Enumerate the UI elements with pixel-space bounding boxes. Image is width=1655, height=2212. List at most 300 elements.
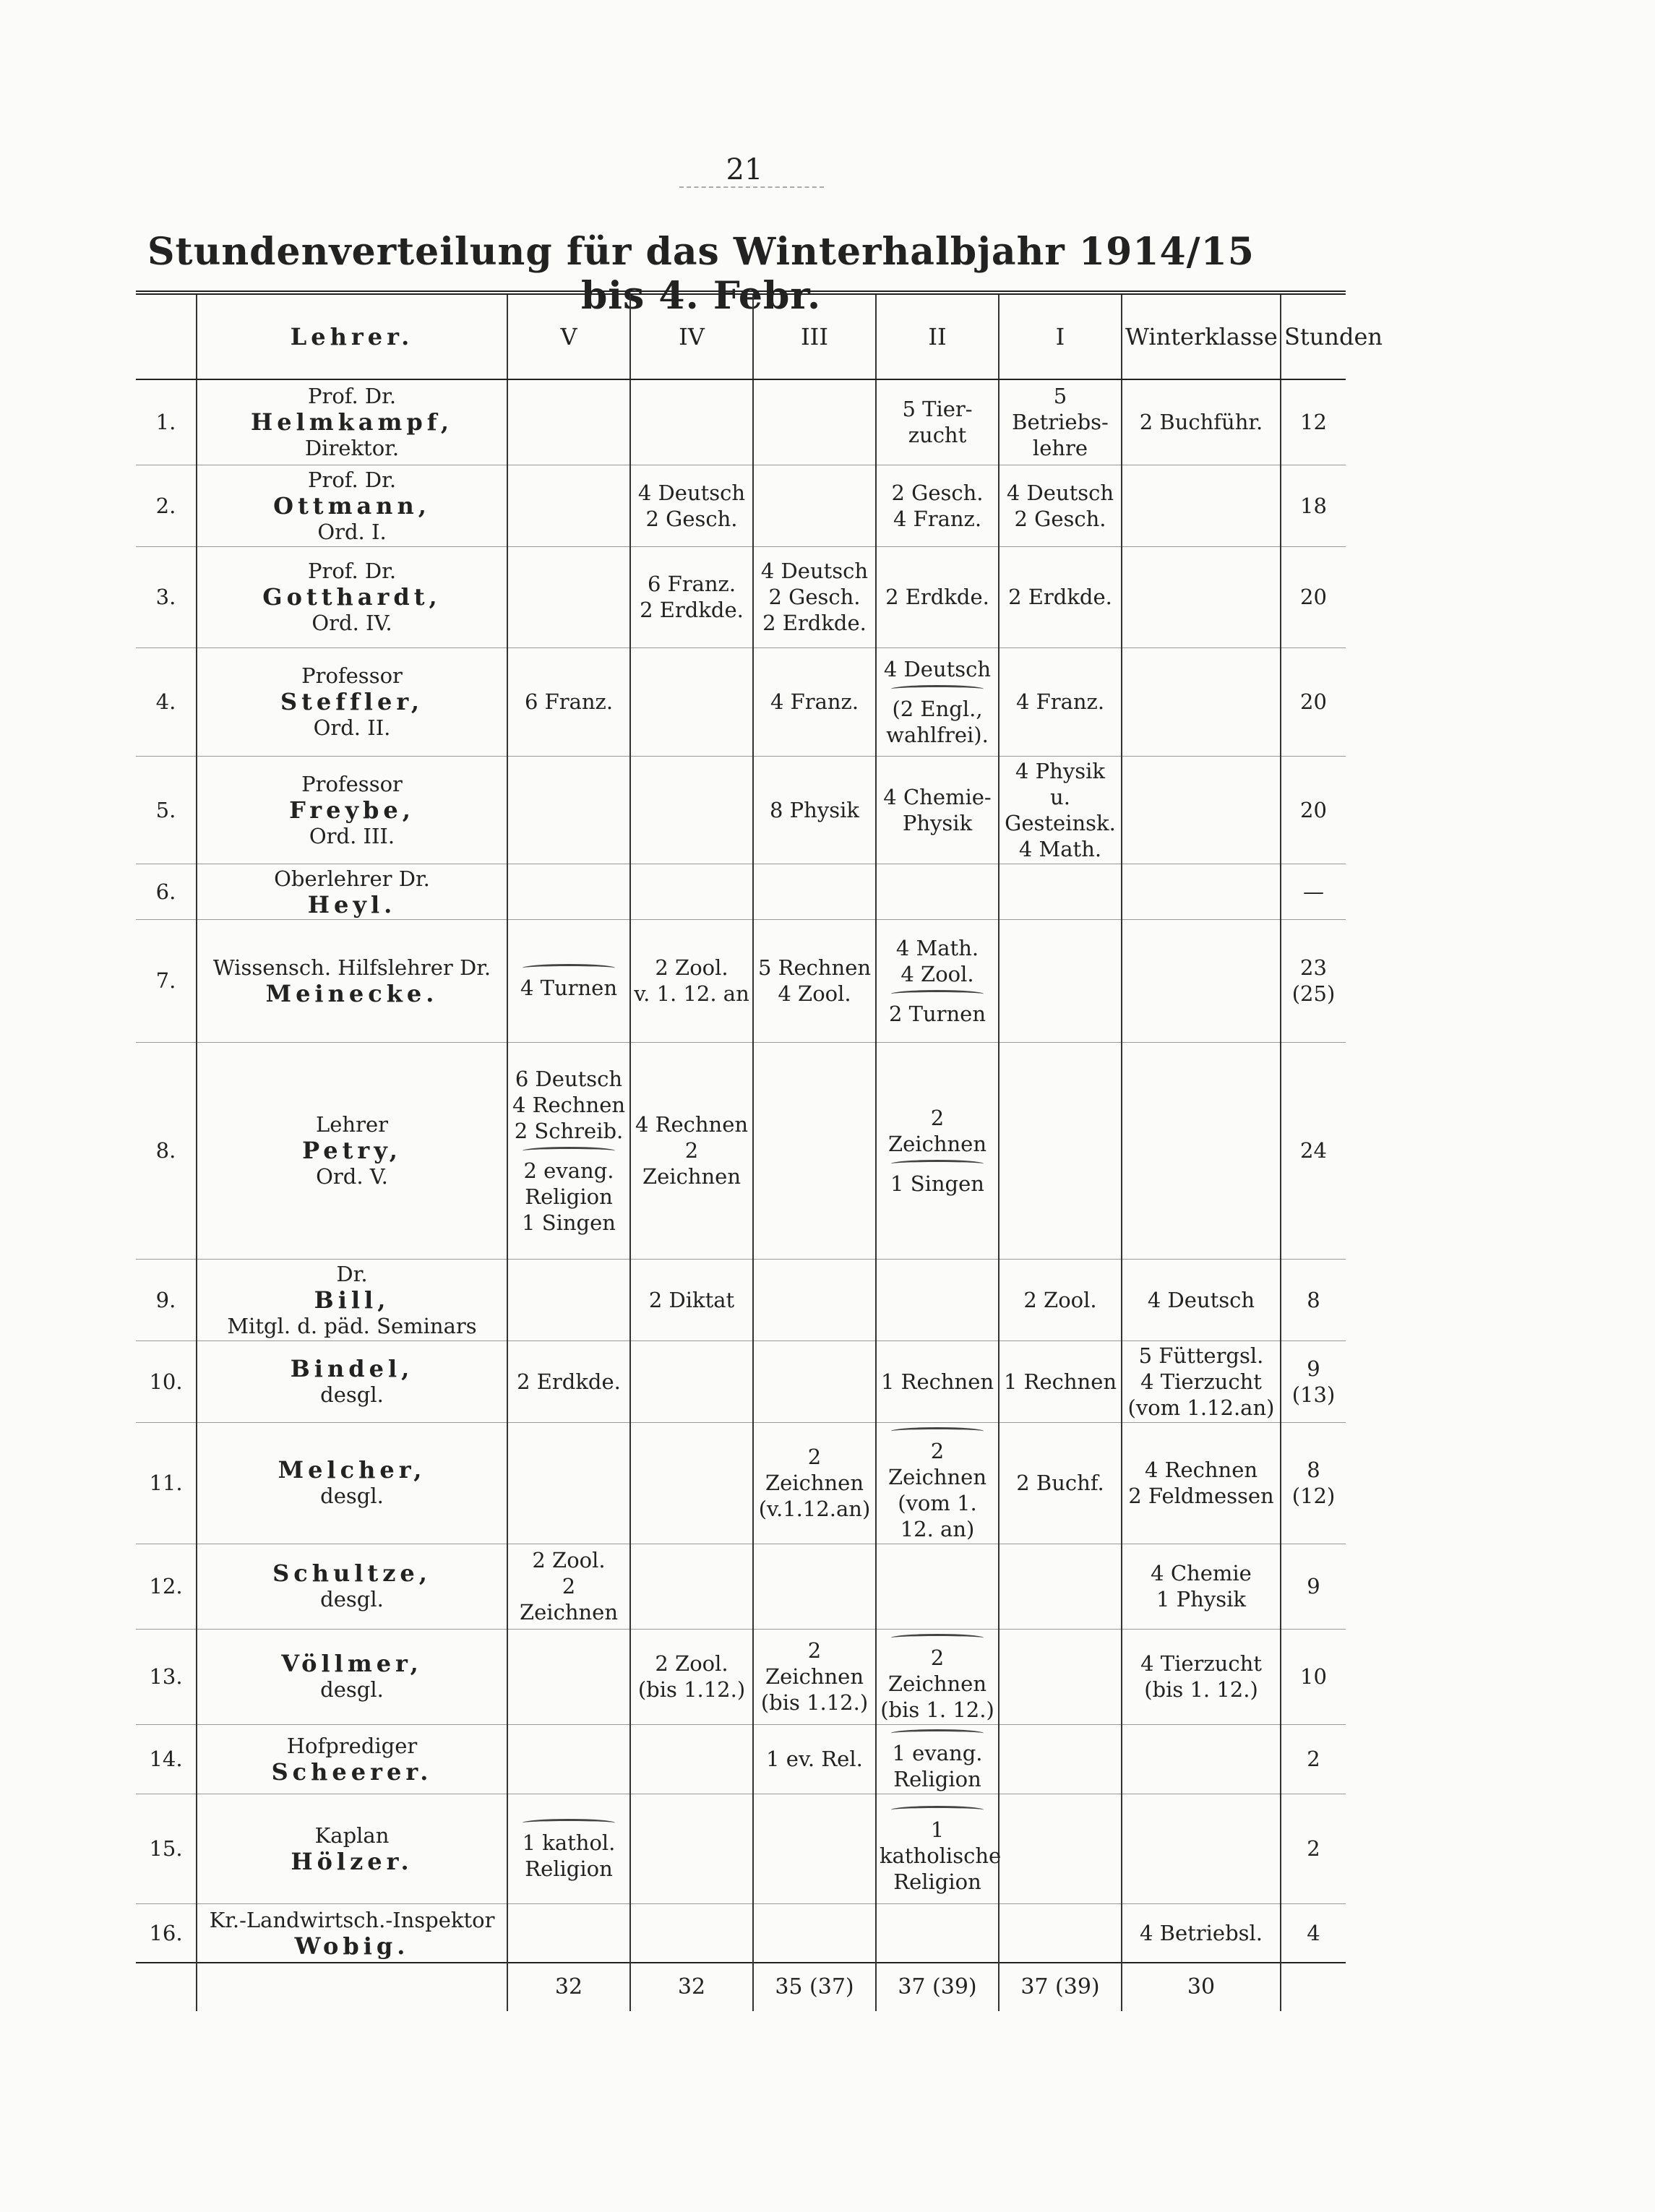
combined-lesson: 1 katholische Religion: [880, 1817, 1002, 1894]
cell-hours-text: —: [1303, 879, 1324, 904]
cell-class-iii: [753, 379, 876, 465]
table-row: [136, 1340, 1346, 1422]
teacher-name: Steffler,: [280, 688, 424, 715]
row-number-text: 4.: [155, 689, 176, 714]
cell-class-iii: [753, 919, 876, 1042]
row-number-text: 12.: [149, 1574, 183, 1598]
cell-class-iii: [753, 1259, 876, 1340]
table-header-row: [136, 293, 1346, 379]
cell-class-i-text: 5 Betriebs- lehre: [1012, 384, 1109, 461]
teacher-role: desgl.: [320, 1677, 384, 1702]
row-number: [136, 1724, 197, 1794]
cell-class-ii-text: 2 Gesch. 4 Franz.: [891, 480, 984, 531]
totals-row: [136, 1963, 1346, 2011]
cell-class-ii: [876, 756, 999, 864]
teacher-role: Ord. II.: [313, 715, 391, 740]
teacher-role: desgl.: [320, 1587, 384, 1611]
cell-class-i-text: 1 Rechnen: [1003, 1369, 1117, 1394]
cell-class-iv: [630, 1724, 753, 1794]
cell-class-v: [507, 1629, 630, 1724]
teacher-role: Ord. I.: [317, 519, 387, 544]
cell-class-ii: [876, 379, 999, 465]
header-class-i: I: [999, 293, 1122, 379]
cell-winter-class: [1122, 546, 1281, 647]
row-number-text: 7.: [155, 968, 176, 993]
total-i: 37 (39): [999, 1963, 1122, 2011]
cell-class-iv: [630, 379, 753, 465]
header-class-ii: II: [876, 293, 999, 379]
cell-class-v: [507, 647, 630, 756]
table-row: [136, 1794, 1346, 1903]
table-row: [136, 379, 1346, 465]
cell-class-ii: [876, 1259, 999, 1340]
cell-hours: [1281, 379, 1346, 465]
combined-lesson: 2 evang. Religion 1 Singen: [522, 1158, 616, 1235]
teacher-cell: [197, 647, 507, 756]
teacher-title: Hofprediger: [286, 1734, 418, 1758]
brace-mark: [523, 964, 615, 972]
table-row: [136, 1042, 1346, 1259]
row-number-text: 13.: [149, 1664, 183, 1689]
table-row: [136, 1629, 1346, 1724]
cell-class-iv: [630, 1422, 753, 1544]
combined-lesson: 4 Turnen: [520, 975, 618, 1000]
brace-mark: [523, 1819, 615, 1827]
cell-hours: [1281, 1259, 1346, 1340]
row-number: [136, 546, 197, 647]
brace-mark: [891, 1806, 984, 1814]
row-number: [136, 756, 197, 864]
header-winter-class: Winterklasse: [1122, 293, 1281, 379]
cell-class-v: [507, 1903, 630, 1963]
teacher-title: Professor: [301, 771, 403, 796]
teacher-title: Dr.: [336, 1261, 368, 1286]
cell-hours-text: 23 (25): [1291, 955, 1336, 1006]
table-row: [136, 919, 1346, 1042]
table-row: [136, 1259, 1346, 1340]
cell-class-iii-text: 2 Zeichnen (v.1.12.an): [758, 1445, 871, 1521]
row-number: [136, 1422, 197, 1544]
cell-winter-class: [1122, 1042, 1281, 1259]
cell-class-i-text: 4 Deutsch 2 Gesch.: [1006, 480, 1114, 531]
cell-class-v-text: 6 Franz.: [524, 689, 614, 714]
teacher-cell: [197, 465, 507, 546]
teacher-cell: [197, 546, 507, 647]
cell-class-iv: [630, 864, 753, 919]
cell-hours-text: 20: [1300, 585, 1327, 609]
teacher-cell: [197, 1544, 507, 1629]
teacher-name: Wobig.: [294, 1932, 410, 1960]
cell-class-iv: [630, 1544, 753, 1629]
cell-class-ii: [876, 864, 999, 919]
cell-class-iv: [630, 647, 753, 756]
teacher-title: Oberlehrer Dr.: [274, 866, 430, 891]
table-row: [136, 1724, 1346, 1794]
teacher-cell: [197, 1629, 507, 1724]
cell-hours: [1281, 1422, 1346, 1544]
row-number-text: 6.: [155, 879, 176, 904]
cell-hours-text: 9: [1307, 1574, 1320, 1598]
teacher-name: Heyl.: [307, 890, 397, 918]
table-row: [136, 546, 1346, 647]
cell-class-i: [999, 647, 1122, 756]
row-number-text: 2.: [155, 493, 176, 518]
combined-lesson: 2 Zeichnen (bis 1. 12.): [880, 1645, 994, 1722]
row-number: [136, 1903, 197, 1963]
cell-winter-class-text: 5 Füttergsl. 4 Tierzucht (vom 1.12.an): [1127, 1343, 1275, 1420]
cell-class-ii: [876, 1544, 999, 1629]
header-class-iii: III: [753, 293, 876, 379]
cell-hours-text: 8 (12): [1291, 1458, 1336, 1508]
teacher-name: Völlmer,: [281, 1650, 423, 1677]
brace-mark: [891, 1160, 984, 1168]
cell-class-iii: [753, 546, 876, 647]
brace-mark: [891, 685, 984, 693]
row-number: [136, 1042, 197, 1259]
cell-winter-class: [1122, 864, 1281, 919]
cell-class-iv-text: 6 Franz. 2 Erdkde.: [640, 572, 744, 622]
combined-lesson: 1 evang. Religion: [892, 1740, 983, 1791]
cell-class-ii: [876, 919, 999, 1042]
cell-class-iii-text: 4 Deutsch 2 Gesch. 2 Erdkde.: [760, 559, 869, 635]
cell-class-iii: [753, 465, 876, 546]
cell-hours: [1281, 919, 1346, 1042]
cell-class-iv: [630, 1903, 753, 1963]
cell-class-iii: [753, 756, 876, 864]
cell-class-v: [507, 1259, 630, 1340]
cell-class-ii-text: 2 Zeichnen: [887, 1105, 987, 1156]
row-number: [136, 465, 197, 546]
teacher-title: Professor: [301, 663, 403, 688]
decorative-ornament: [679, 186, 824, 195]
total-iii: 35 (37): [753, 1963, 876, 2011]
row-number-text: 1.: [155, 410, 176, 435]
cell-class-i: [999, 1259, 1122, 1340]
brace-mark: [891, 1427, 984, 1435]
cell-class-iii: [753, 864, 876, 919]
cell-hours: [1281, 1903, 1346, 1963]
cell-class-iv: [630, 1794, 753, 1903]
table-row: [136, 756, 1346, 864]
schedule-table: [136, 291, 1383, 2011]
cell-class-iv: [630, 919, 753, 1042]
row-number: [136, 864, 197, 919]
combined-lesson: 2 Turnen: [888, 1001, 986, 1026]
cell-hours: [1281, 546, 1346, 647]
cell-class-v: [507, 1340, 630, 1422]
cell-winter-class-text: 4 Chemie 1 Physik: [1151, 1561, 1252, 1611]
cell-class-i: [999, 1544, 1122, 1629]
table-row: [136, 647, 1346, 756]
cell-class-iv: [630, 546, 753, 647]
cell-class-ii-text: 1 Rechnen: [880, 1369, 994, 1394]
cell-class-v: [507, 379, 630, 465]
teacher-name: Gotthardt,: [262, 583, 442, 611]
cell-hours: [1281, 864, 1346, 919]
cell-class-v: [507, 1794, 630, 1903]
cell-class-v: [507, 465, 630, 546]
cell-winter-class-text: 4 Deutsch: [1147, 1287, 1255, 1312]
cell-class-iii: [753, 1794, 876, 1903]
teacher-title: Lehrer: [316, 1112, 388, 1137]
header-class-iv: IV: [630, 293, 753, 379]
cell-class-iv-text: 2 Zool. (bis 1.12.): [637, 1651, 746, 1702]
page-number: 21: [726, 153, 763, 186]
cell-class-iii: [753, 1629, 876, 1724]
cell-winter-class: [1122, 756, 1281, 864]
row-number: [136, 1340, 197, 1422]
cell-class-i: [999, 379, 1122, 465]
cell-hours-text: 2: [1307, 1747, 1320, 1771]
cell-hours-text: 12: [1300, 410, 1327, 435]
cell-class-i: [999, 465, 1122, 546]
cell-class-iv-text: 4 Deutsch 2 Gesch.: [637, 480, 746, 531]
row-number-text: 10.: [149, 1369, 183, 1394]
teacher-name: Scheerer.: [271, 1758, 433, 1786]
total-iv: 32: [630, 1963, 753, 2011]
teacher-cell: [197, 1340, 507, 1422]
total-v: 32: [507, 1963, 630, 2011]
combined-lesson: 1 Singen: [890, 1171, 984, 1196]
cell-hours-text: 10: [1300, 1664, 1327, 1689]
cell-winter-class: [1122, 1794, 1281, 1903]
combined-lesson: 2 Zeichnen (vom 1. 12. an): [887, 1438, 987, 1541]
cell-class-i: [999, 1903, 1122, 1963]
teacher-name: Petry,: [302, 1137, 402, 1164]
row-number: [136, 1629, 197, 1724]
combined-lesson: (2 Engl., wahlfrei).: [886, 696, 989, 747]
teacher-role: desgl.: [320, 1382, 384, 1407]
cell-winter-class: [1122, 1629, 1281, 1724]
cell-class-i-text: 2 Erdkde.: [1008, 585, 1112, 609]
cell-class-iv: [630, 1042, 753, 1259]
cell-class-i: [999, 756, 1122, 864]
cell-class-i: [999, 546, 1122, 647]
table-row: [136, 465, 1346, 546]
row-number: [136, 919, 197, 1042]
teacher-title: Kaplan: [314, 1823, 390, 1848]
teacher-title: Prof. Dr.: [307, 384, 397, 409]
cell-class-ii: [876, 1903, 999, 1963]
teacher-role: Ord. IV.: [311, 611, 392, 635]
cell-class-iii: [753, 1903, 876, 1963]
cell-class-iii-text: 2 Zeichnen (bis 1.12.): [760, 1638, 869, 1715]
row-number-text: 3.: [155, 585, 176, 609]
cell-class-ii: [876, 647, 999, 756]
cell-class-iii: [753, 1340, 876, 1422]
cell-hours: [1281, 647, 1346, 756]
cell-class-i: [999, 1042, 1122, 1259]
cell-class-iii-text: 5 Rechnen 4 Zool.: [757, 955, 872, 1006]
cell-class-ii-text: 2 Erdkde.: [885, 585, 989, 609]
cell-class-ii: [876, 1629, 999, 1724]
brace-mark: [891, 1729, 984, 1737]
cell-class-i-text: 2 Buchf.: [1016, 1471, 1104, 1495]
cell-class-v: [507, 1422, 630, 1544]
teacher-cell: [197, 1259, 507, 1340]
row-number-text: 8.: [155, 1138, 176, 1163]
cell-winter-class: [1122, 1903, 1281, 1963]
cell-winter-class: [1122, 647, 1281, 756]
table-row: [136, 1903, 1346, 1963]
cell-class-ii: [876, 465, 999, 546]
cell-class-ii: [876, 1340, 999, 1422]
cell-class-iv-text: 4 Rechnen 2 Zeichnen: [635, 1112, 749, 1189]
cell-class-iii-text: 8 Physik: [770, 797, 859, 822]
teacher-cell: [197, 379, 507, 465]
cell-class-iv: [630, 1340, 753, 1422]
teacher-cell: [197, 919, 507, 1042]
teacher-name: Ottmann,: [273, 491, 431, 520]
teacher-cell: [197, 864, 507, 919]
cell-class-iv: [630, 465, 753, 546]
row-number-text: 16.: [149, 1920, 183, 1945]
cell-class-i: [999, 1794, 1122, 1903]
cell-hours: [1281, 1042, 1346, 1259]
row-number-text: 9.: [155, 1287, 176, 1312]
cell-class-i-text: 4 Physik u. Gesteinsk. 4 Math.: [1005, 758, 1116, 861]
teacher-name: Freybe,: [289, 796, 415, 824]
teacher-name: Helmkampf,: [251, 408, 453, 436]
cell-hours: [1281, 1724, 1346, 1794]
teacher-role: Ord. V.: [316, 1164, 388, 1189]
cell-winter-class: [1122, 1340, 1281, 1422]
cell-class-i: [999, 1422, 1122, 1544]
cell-hours: [1281, 1544, 1346, 1629]
total-winter: 30: [1122, 1963, 1281, 2011]
header-hours: Stunden: [1281, 293, 1346, 379]
row-number: [136, 1794, 197, 1903]
cell-class-ii-text: 4 Chemie- Physik: [883, 784, 992, 835]
cell-winter-class: [1122, 1259, 1281, 1340]
cell-class-iv-text: 2 Diktat: [648, 1287, 735, 1312]
teacher-cell: [197, 1794, 507, 1903]
header-class-v: V: [507, 293, 630, 379]
table-row: [136, 1422, 1346, 1544]
teacher-name: Bill,: [314, 1286, 390, 1314]
row-number: [136, 1544, 197, 1629]
cell-class-iv-text: 2 Zool. v. 1. 12. an: [634, 955, 749, 1006]
teacher-title: Wissensch. Hilfslehrer Dr.: [212, 955, 491, 980]
cell-class-iii-text: 1 ev. Rel.: [766, 1747, 863, 1771]
cell-class-iv: [630, 756, 753, 864]
header-teacher: Lehrer.: [197, 293, 507, 379]
cell-winter-class-text: 4 Tierzucht (bis 1. 12.): [1140, 1651, 1262, 1702]
cell-class-iii: [753, 647, 876, 756]
cell-hours-text: 20: [1300, 689, 1327, 714]
cell-class-i: [999, 919, 1122, 1042]
cell-class-iii: [753, 1422, 876, 1544]
cell-class-i: [999, 864, 1122, 919]
cell-class-iv: [630, 1259, 753, 1340]
cell-hours-text: 9 (13): [1291, 1356, 1336, 1407]
teacher-name: Meinecke.: [265, 980, 439, 1007]
cell-class-v-text: 2 Zool. 2 Zeichnen: [519, 1548, 619, 1624]
teacher-title: Kr.-Landwirtsch.-Inspektor: [209, 1907, 495, 1932]
cell-class-v-text: 2 Erdkde.: [517, 1369, 621, 1394]
cell-class-iii: [753, 1042, 876, 1259]
row-number-text: 15.: [149, 1836, 183, 1861]
page-title: Stundenverteilung für das Winterhalbjahr 1914/15 bis 4. Febr.: [147, 230, 1255, 318]
cell-hours-text: 18: [1300, 493, 1327, 518]
cell-class-iii: [753, 1724, 876, 1794]
cell-hours-text: 8: [1307, 1287, 1320, 1312]
cell-class-iii-text: 4 Franz.: [770, 689, 859, 714]
cell-hours-text: 20: [1300, 797, 1327, 822]
teacher-title: Prof. Dr.: [307, 467, 397, 492]
combined-lesson: 1 kathol. Religion: [522, 1830, 616, 1881]
teacher-cell: [197, 756, 507, 864]
cell-class-ii: [876, 1794, 1002, 1903]
brace-mark: [891, 1634, 984, 1642]
cell-class-v: [507, 1544, 630, 1629]
cell-hours-text: 4: [1307, 1920, 1320, 1945]
cell-hours-text: 24: [1300, 1138, 1327, 1163]
row-number: [136, 1259, 197, 1340]
teacher-role: Direktor.: [304, 436, 400, 461]
cell-class-ii-text: 5 Tier- zucht: [902, 397, 973, 448]
cell-class-i: [999, 1340, 1122, 1422]
cell-class-v: [507, 1042, 630, 1259]
cell-class-iii: [753, 1544, 876, 1629]
cell-hours: [1281, 1629, 1346, 1724]
cell-class-ii: [876, 1724, 999, 1794]
teacher-role: Mitgl. d. päd. Seminars: [227, 1313, 477, 1338]
cell-class-ii-text: 4 Deutsch: [883, 656, 992, 681]
row-number-text: 11.: [149, 1471, 183, 1495]
cell-class-i-text: 2 Zool.: [1023, 1287, 1097, 1312]
teacher-cell: [197, 1042, 507, 1259]
cell-winter-class-text: 4 Rechnen 2 Feldmessen: [1128, 1458, 1274, 1508]
cell-class-v: [507, 864, 630, 919]
teacher-name: Bindel,: [290, 1354, 414, 1382]
cell-class-i-text: 4 Franz.: [1015, 689, 1105, 714]
cell-hours: [1281, 1340, 1346, 1422]
cell-winter-class-text: 2 Buchführ.: [1139, 410, 1263, 435]
cell-class-ii: [876, 1422, 999, 1544]
cell-winter-class: [1122, 379, 1281, 465]
cell-winter-class: [1122, 1724, 1281, 1794]
cell-class-ii: [876, 1042, 999, 1259]
teacher-name: Schultze,: [272, 1559, 431, 1587]
row-number-text: 5.: [155, 797, 176, 822]
brace-mark: [891, 990, 984, 998]
cell-winter-class: [1122, 919, 1281, 1042]
table-row: [136, 1544, 1346, 1629]
cell-hours: [1281, 465, 1346, 546]
teacher-name: Melcher,: [278, 1456, 426, 1484]
cell-winter-class: [1122, 1544, 1281, 1629]
cell-class-i: [999, 1724, 1122, 1794]
cell-winter-class: [1122, 1422, 1281, 1544]
brace-mark: [523, 1147, 615, 1155]
teacher-cell: [197, 1724, 507, 1794]
cell-class-v: [507, 756, 630, 864]
cell-class-iv: [630, 1629, 753, 1724]
cell-winter-class: [1122, 465, 1281, 546]
table-row: [136, 864, 1346, 919]
teacher-cell: [197, 1903, 507, 1963]
teacher-cell: [197, 1422, 507, 1544]
total-ii: 37 (39): [876, 1963, 999, 2011]
cell-class-v: [507, 919, 630, 1042]
row-number: [136, 647, 197, 756]
teacher-name: Hölzer.: [291, 1848, 413, 1875]
cell-hours: [1281, 756, 1346, 864]
row-number-text: 14.: [149, 1747, 183, 1771]
cell-class-v-text: 6 Deutsch 4 Rechnen 2 Schreib.: [512, 1066, 626, 1143]
cell-class-ii-text: 4 Math. 4 Zool.: [895, 935, 979, 986]
